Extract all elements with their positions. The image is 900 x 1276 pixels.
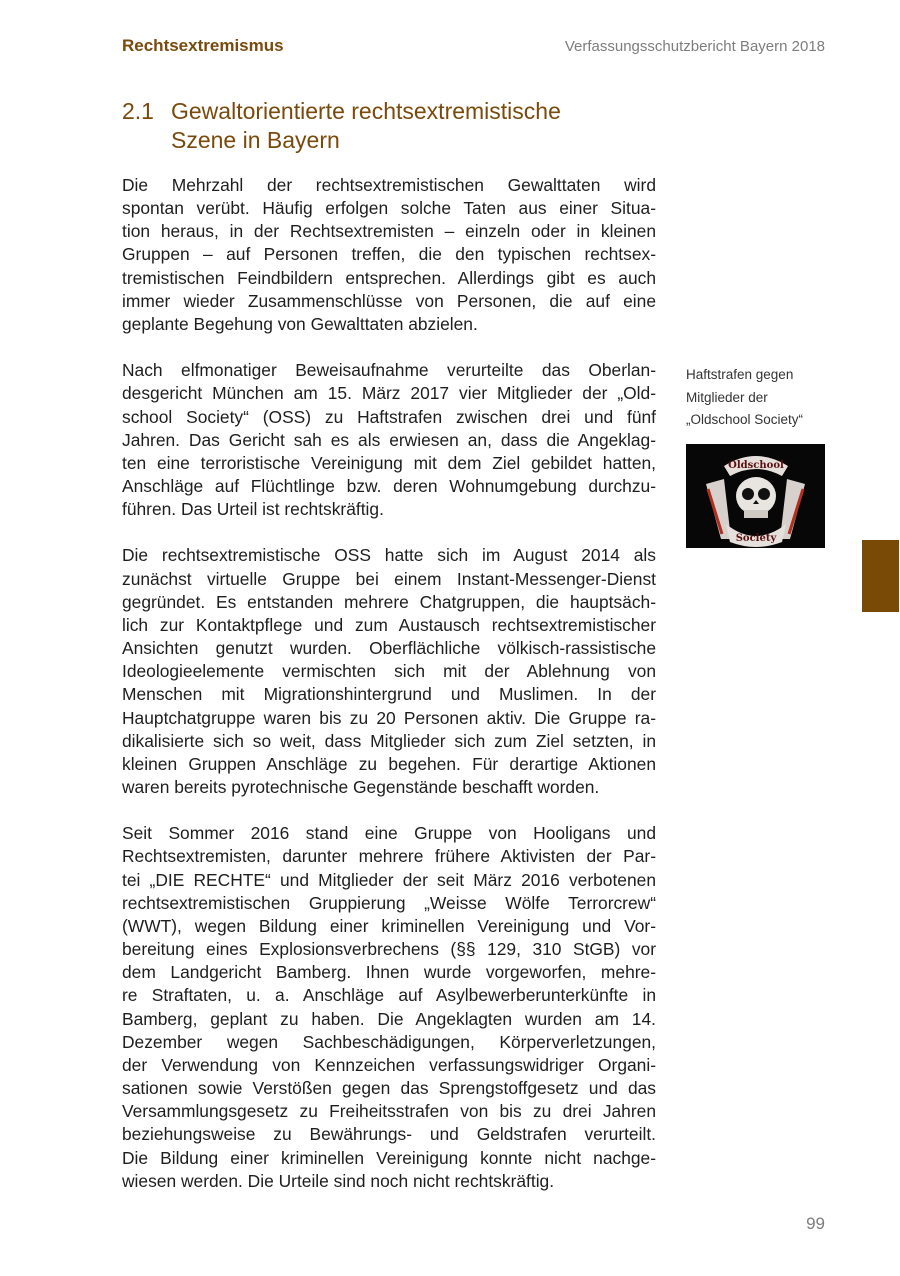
text-line: (WWT), wegen Bildung einer kriminellen Vereinigung und Vor-: [122, 915, 656, 936]
logo-text-top: Oldschool: [728, 460, 784, 471]
text-line: school Society“ (OSS) zu Haftstrafen zwischen drei und fünf: [122, 406, 656, 427]
paragraph: [122, 544, 656, 799]
text-line: Jahren. Das Gericht sah es als erwiesen an, dass die Angeklag-: [122, 429, 656, 450]
text-line: wiesen werden. Die Urteile sind noch nicht rechtskräftig.: [122, 1170, 555, 1191]
text-line: beziehungsweise zu Bewährungs- und Geldstrafen verurteilt.: [122, 1124, 656, 1145]
heading-line-2: Szene in Bayern: [171, 127, 340, 153]
text-line: kleinen Gruppen Anschläge zu begehen. Für derartige Aktionen: [122, 753, 656, 774]
text-line: Anschläge auf Flüchtlinge bzw. deren Wohnumgebung durchzu-: [122, 476, 656, 497]
text-line: dikalisierte sich so weit, dass Mitglieder sich zum Ziel setzten, in: [122, 730, 656, 751]
text-line: tei „DIE RECHTE“ und Mitglieder der seit März 2016 verbotenen: [122, 869, 656, 890]
text-line: immer wieder Zusammenschlüsse von Personen, die auf eine: [122, 290, 656, 311]
text-line: Hauptchatgruppe waren bis zu 20 Personen aktiv. Die Gruppe ra-: [122, 707, 656, 728]
text-line: sationen sowie Verstößen gegen das Sprengstoffgesetz und das: [122, 1078, 656, 1099]
margin-note-line: „Oldschool Society“: [686, 412, 804, 427]
text-line: dem Landgericht Bamberg. Ihnen wurde vorgeworfen, mehre-: [122, 962, 656, 983]
text-line: Versammlungsgesetz zu Freiheitsstrafen von bis zu drei Jahren: [122, 1101, 656, 1122]
text-line: desgericht München am 15. März 2017 vier Mitglieder der „Old-: [122, 383, 656, 404]
text-line: spontan verübt. Häufig erfolgen solche Taten aus einer Situa-: [122, 198, 656, 219]
text-line: führen. Das Urteil ist rechtskräftig.: [122, 499, 384, 520]
text-line: bereitung eines Explosionsverbrechens (§§ 129, 310 StGB) vor: [122, 939, 656, 960]
margin-note: [686, 364, 803, 432]
text-line: waren bereits pyrotechnische Gegenstände beschafft worden.: [122, 777, 600, 798]
text-line: ten eine terroristische Vereinigung mit dem Ziel gebildet hatten,: [122, 452, 656, 473]
text-line: geplante Begehung von Gewalttaten abzielen.: [122, 313, 478, 334]
text-line: Menschen mit Migrationshintergrund und Muslimen. In der: [122, 684, 656, 705]
running-header-section: Rechtsextremismus: [122, 36, 284, 55]
text-line: tremistischen Feindbildern entsprechen. Allerdings gibt es auch: [122, 267, 656, 288]
text-line: Rechtsextremisten, darunter mehrere frühere Aktivisten der Par-: [122, 846, 656, 867]
text-line: gegründet. Es entstanden mehrere Chatgruppen, die hauptsäch-: [122, 591, 656, 612]
text-line: re Straftaten, u. a. Anschläge auf Asylbewerberunterkünfte in: [122, 985, 656, 1006]
text-line: Bamberg, geplant zu haben. Die Angeklagten wurden am 14.: [122, 1008, 656, 1029]
paragraph: [122, 359, 656, 521]
section-number: 2.1: [122, 98, 154, 124]
text-line: Die Bildung einer kriminellen Vereinigung konnte nicht nachge-: [122, 1147, 656, 1168]
text-line: Gruppen – auf Personen treffen, die den typischen rechtsex-: [122, 244, 656, 265]
logo-text-bottom: Society: [735, 533, 777, 544]
text-line: rechtsextremistischen Gruppierung „Weisse Wölfe Terrorcrew“: [122, 892, 656, 913]
text-line: Dezember wegen Sachbeschädigungen, Körperverletzungen,: [122, 1031, 656, 1052]
text-line: zunächst virtuelle Gruppe bei einem Instant-Messenger-Dienst: [122, 568, 656, 589]
text-line: Ansichten genutzt wurden. Oberflächliche völkisch-rassistische: [122, 638, 656, 659]
text-line: tion heraus, in der Rechtsextremisten – einzeln oder in kleinen: [122, 221, 656, 242]
paragraph: [122, 822, 656, 1193]
text-line: Seit Sommer 2016 stand eine Gruppe von Hooligans und: [122, 823, 656, 844]
text-line: Nach elfmonatiger Beweisaufnahme verurteilte das Oberlan-: [122, 360, 656, 381]
text-line: der Verwendung von Kennzeichen verfassungswidriger Organi-: [122, 1054, 656, 1075]
margin-note-line: Haftstrafen gegen: [686, 367, 794, 382]
text-line: lich zur Kontaktpflege und zum Austausch rechtsextremistischer: [122, 614, 656, 635]
body-text: [122, 174, 656, 1216]
text-line: Die Mehrzahl der rechtsextremistischen Gewalttaten wird: [122, 175, 656, 195]
margin-note-line: Mitglieder der: [686, 389, 768, 405]
page-number: 99: [806, 1214, 825, 1233]
paragraph: [122, 174, 656, 336]
text-line: Ideologieelemente vermischten sich mit der Ablehnung von: [122, 661, 656, 682]
oldschool-society-logo-image: [686, 444, 825, 548]
heading-line-1: Gewaltorientierte rechtsextremistische: [171, 98, 561, 124]
section-heading: [122, 97, 561, 155]
running-header-publication: Verfassungsschutzbericht Bayern 2018: [564, 38, 825, 55]
text-line: Die rechtsextremistische OSS hatte sich im August 2014 als: [122, 545, 656, 566]
chapter-tab-marker: [862, 540, 899, 612]
